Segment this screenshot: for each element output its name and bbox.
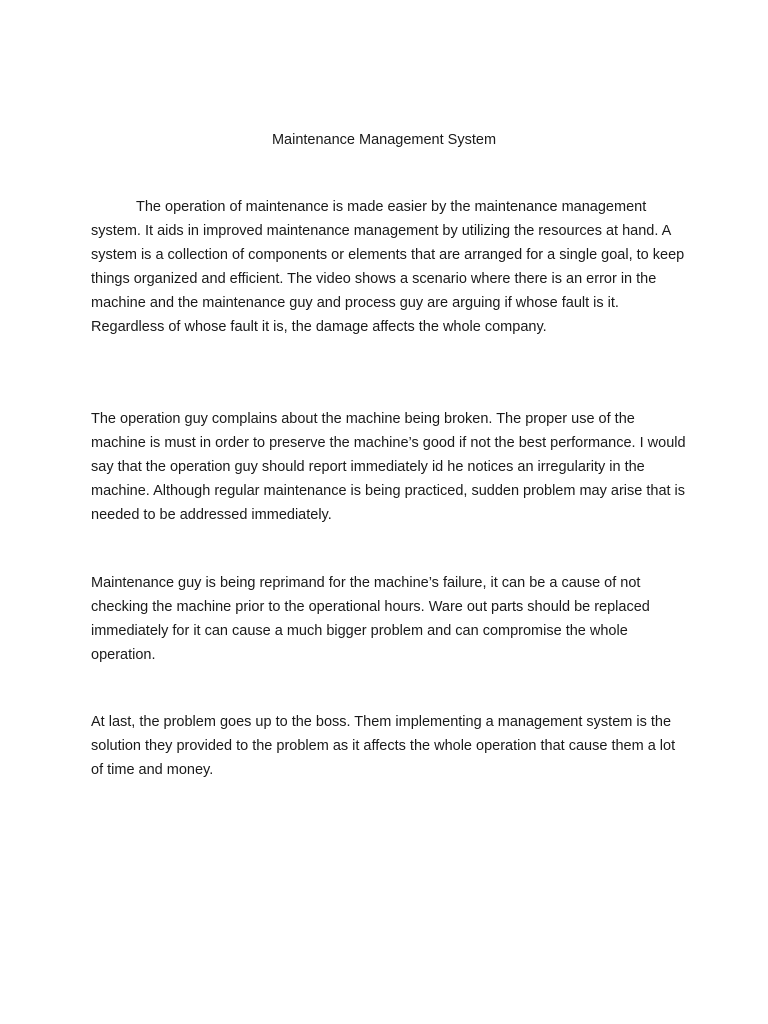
- paragraph-maintenance-guy: Maintenance guy is being reprimand for the machine’s failure, it can be a cause of not checking the machine prior to the operational hours. Ware out parts should be replaced immediately for it can cause a much bigger problem and can compromise the whole operation.: [91, 575, 650, 663]
- paragraph-operation-guy: The operation guy complains about the machine being broken. The proper use of the machine is must in order to preserve the machine’s good if not the best performance. I would say that the operation guy should report immediately id he notices an irregularity in the machine. Although regular maintenance is being practiced, sudden problem may arise that is needed to be addressed immediately.: [91, 411, 686, 523]
- paragraph-conclusion: At last, the problem goes up to the boss. Them implementing a management system is the solution they provided to the problem as it affects the whole operation that cause them a lot of time and money.: [91, 714, 676, 778]
- document-title: Maintenance Management System: [271, 132, 497, 148]
- paragraph-intro: The operation of maintenance is made easier by the maintenance management system. It aids in improved maintenance management by utilizing the resources at hand. A system is a collection of components or elements that are arranged for a single goal, to keep things organized and efficient. The video shows a scenario where there is an error in the machine and the maintenance guy and process guy are arguing if whose fault is it. Regardless of whose fault it is, the damage affects the whole company.: [91, 199, 685, 335]
